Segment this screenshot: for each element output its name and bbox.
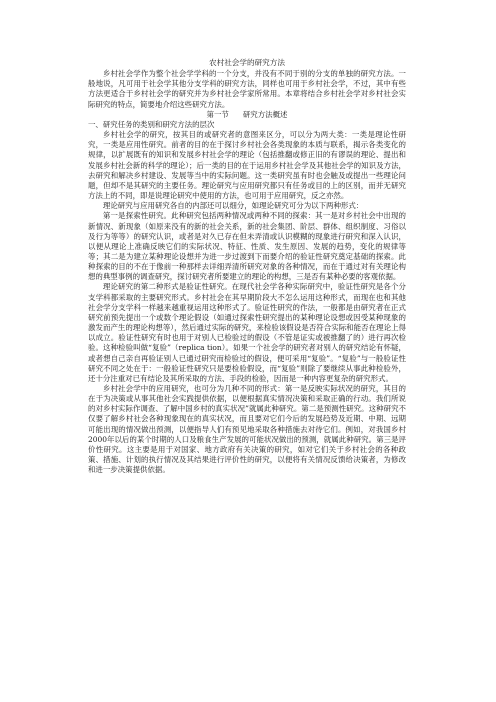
subheading: 一、研究任务的类别和研究方法的层次	[88, 119, 215, 129]
section-number: 第一节	[206, 109, 229, 119]
body-paragraph-5: 乡村社会学中的应用研究，也可分为几种不同的形式：第一是反映实际状况的研究，其目的在于为决策或从事其他社会实践提供依据，以便根据真实情况决策和采取正确的行动。我们所说的对乡村实际作调查、了解中国乡村的真实状况”就属此种研究。第二是预测性研究。这种研究不仅要了解乡村社会各种现象现在的真实状况，而且要对它们今后的发展趋势及近期、中期、远期可能出现的情况做出预测，以便指导人们有预见地采取各种措施去对待它们。例如，对我国乡村2000年以后的某个时期的人口及粮食生产发展的可能状况做出的预测，就属此种研究。第三是评价性研究。这主要是用于对国家、地方政府有关决策的研究，如对它们关于乡村社会的各种政策、措施、计划的执行情况及其结果进行评价性的研究，以便将有关情况反馈给决策者，为修改和进一步决策提供依据。	[88, 384, 406, 475]
body-paragraph-3: 第一是探索性研究。此种研究包括两种情况或两种不同的探索：其一是对乡村社会中出现的新情况、新现象（如原来没有的新的社会关系，新的社会集团、阶层、群体、组织制度、习俗以及行为等等）的研究认识，或者是对久已存在但未弄清或认识模糊的现象进行研究和深入认识，以便从理论上准确反映它们的实际状况、特征、性质、发生原因、发展的趋势，变化的规律等等；其二是为建立某种理论设想并为进一步过渡到下而要介绍的验证性研究奠定基础的探索。此种探索的目的不在于像前一种那样去详细弄清所研究对象的各种情况，而在于通过对有关理论构想的典型事例的调查研究，探讨研究者所要建立的理论的构想，三是否有某种必要的客观依据。	[88, 211, 406, 282]
section-heading	[88, 110, 406, 120]
intro-paragraph: 乡村社会学作为整个社会学学科的一个分支，并没有不同于别的分支的单独的研究方法。一般地说，凡可用于社会学其他分支学科的研究方法，同样也可用于乡村社会学，不过，其中有些方法更适合于乡村社会学的研究并为乡村社会学家所常用。本章将结合乡村社会学对乡村社会实际研究的特点，简要地介绍这些研究方法。	[88, 69, 406, 109]
document-body	[88, 58, 406, 475]
body-paragraph-2: 理论研究与应用研究各自的内部还可以细分，如理论研究可分为以下两种形式：	[102, 201, 364, 211]
document-title: 农村社会学的研究方法	[209, 58, 285, 67]
body-paragraph-1: 乡村社会学的研究，按其目的或研究者的意图来区分，可以分为两大类：一类是理论性研究，一类是应用性研究。前者的目的在于探讨乡村社会各类现象的本质与联系，揭示各类变化的规律，以扩展既有的知识和发展乡村社会学的理论（包括推翻或修正旧的有谬误的理论、提出和发展乡村社会新的科学的理论）；后一类的目的在于运用乡村社会学及其他社会学的知识及方法，去研究和解决乡村建设、发展等当中的实际问题。这一类研究虽有时也会触及或提出一些理论问题，但却不是其研究的主要任务。理论研究与应用研究都只有任务或目的上的区别，而并无研究方法上的不同，即是说理论研究中使用的方法，也可用于应用研究，反之亦然。	[88, 130, 406, 201]
body-paragraph-4: 理论研究的第二种形式是验证性研究。在现代社会学各种实际研究中，验证性研究是各个分支学科都采取的主要研究形式。乡村社会在其早期阶段大不怎么运用这种形式，而现在也和其他社会学分支学科一样越来越重视运用这种形式了。验证性研究的作法，一般都是由研究者在正式研究前预先提出一个或数个理论假设（如通过探索性研究提出的某种理论设想或因受某种现象的激发而产生的理论构想等），然后通过实际的研究，来检验该假设是否符合实际和能否在理论上得以成立。验证性研究有时也用于对别人已检验过的假设（不管是证实或被推翻了的）进行再次检验。这种检验叫做“复验”（replica tion）。如果一个社会学的研究者对别人的研究结论有怀疑，或者想自己亲自再验证别人已通过研究而检验过的假设，便可采用“复验”。“复验”与一般验证性研究不同之处在于：一般验证性研究只是要检验假设，而“复验”则除了要继续从事此种检验外，还十分注重对已有结论及其所采取的方法、手段的检验，因而是一种内容更复杂的研究形式。	[88, 282, 406, 383]
section-name: 研究方法概述	[242, 109, 288, 119]
